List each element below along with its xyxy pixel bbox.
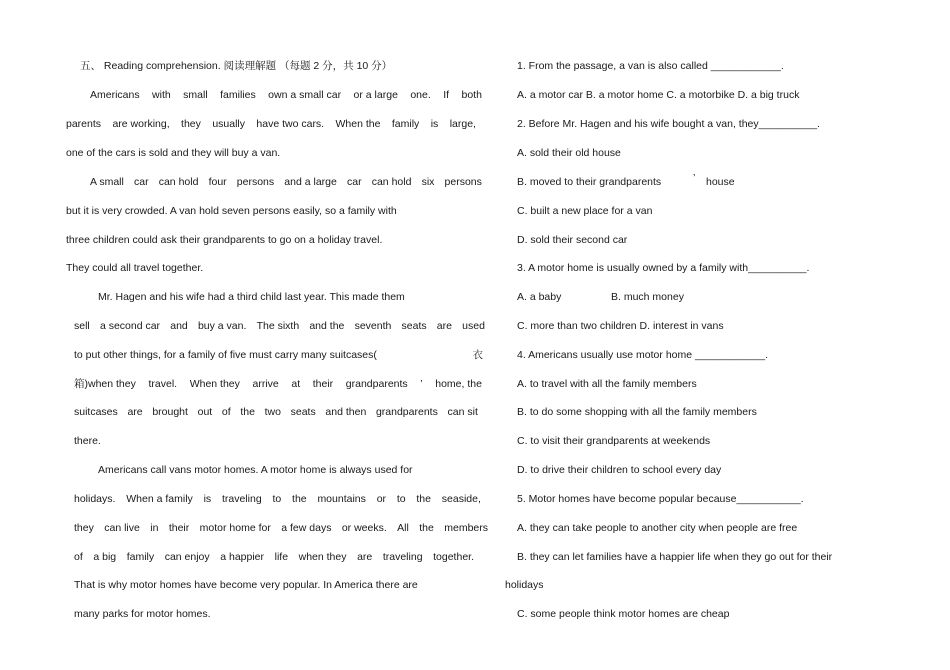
question-3-option-b: B. much money [611,291,684,303]
p3-line5 [74,405,478,419]
text-segment: brought [152,406,188,418]
text-segment: one. [410,89,431,101]
p1-line3: one of the cars is sold and they will buy a van. [66,147,281,159]
text-segment: seaside, [441,493,481,505]
text-segment: and then [325,406,367,418]
text-segment: four [208,176,227,188]
text-segment: ’ [420,378,423,390]
p4-line1: Americans call vans motor homes. A motor home is always used for [98,464,413,476]
p3-line1: Mr. Hagen and his wife had a third child last year. This made them [98,291,405,303]
text-segment: are [357,551,373,563]
text-segment: out [197,406,213,418]
text-segment: a happier [220,551,265,563]
text-segment: in [150,522,159,534]
question-4-option-a: A. to travel with all the family members [517,378,697,390]
text-segment: when they [298,551,347,563]
question-5-option-b-cont: holidays [505,579,544,591]
text-segment: persons [236,176,275,188]
question-1-options: A. a motor car B. a motor home C. a motorbike D. a big truck [517,89,800,101]
section-heading: 五、 Reading comprehension. 阅读理解题 （每题 2 分，共 10 分） [80,60,393,72]
text-segment: at [291,378,301,390]
text-segment: When the [335,118,381,130]
text-segment: When they [189,378,240,390]
text-segment: have two cars. [256,118,325,130]
p1-line1 [90,88,482,102]
text-segment: 箱)when they [74,378,136,390]
text-segment: If [443,89,450,101]
text-segment: are [127,406,143,418]
text-segment: 衣 [472,349,483,361]
question-2: 2. Before Mr. Hagen and his wife bought a van, they__________. [517,118,820,130]
p2-line4: They could all travel together. [66,262,204,274]
text-segment: or a large [353,89,398,101]
text-segment: the [292,493,307,505]
text-segment: to [272,493,282,505]
text-segment: arrive [252,378,279,390]
text-segment: can sit [447,406,478,418]
p3-line3 [74,348,483,362]
text-segment: a few days [281,522,332,534]
text-segment: are [436,320,452,332]
question-2-option-a: A. sold their old house [517,147,621,159]
text-segment: a second car [99,320,161,332]
question-4: 4. Americans usually use motor home ____________. [517,349,768,361]
text-segment: together. [433,551,474,563]
question-2-option-d: D. sold their second car [517,234,628,246]
text-segment: holidays. [74,493,116,505]
text-segment: traveling [221,493,262,505]
p4-line2 [74,492,481,506]
question-4-option-c: C. to visit their grandparents at weekends [517,435,711,447]
text-segment: a big [93,551,117,563]
question-5-option-c: C. some people think motor homes are cheap [517,608,730,620]
question-5: 5. Motor homes have become popular because___________. [517,493,804,505]
text-segment: motor home for [199,522,271,534]
text-segment: they [74,522,94,534]
text-segment: is [203,493,212,505]
text-segment: used [462,320,485,332]
p3-line6: there. [74,435,101,447]
text-segment: sell [74,320,90,332]
text-segment: traveling [382,551,423,563]
text-segment: can live [104,522,140,534]
p4-line3 [74,521,488,535]
question-2-option-b [517,172,735,189]
text-segment: Americans [90,89,140,101]
text-segment: family [391,118,420,130]
text-segment: mountains [317,493,366,505]
text-segment: large, [449,118,476,130]
option-b-apostrophe: ’ [693,172,696,184]
text-segment: home, the [435,378,482,390]
question-5-option-b: B. they can let families have a happier life when they go out for their [517,551,833,563]
text-segment: both [461,89,482,101]
text-segment: The sixth [256,320,300,332]
text-segment: seats [401,320,427,332]
question-4-option-b: B. to do some shopping with all the family members [517,406,757,418]
text-segment: can hold [158,176,199,188]
text-segment: and [170,320,188,332]
text-segment: their [168,522,190,534]
text-segment: to put other things, for a family of five must carry many suitcases( [74,349,377,361]
text-segment: six [421,176,435,188]
text-segment: members [444,522,488,534]
text-segment: A small [90,176,124,188]
text-segment: persons [444,176,482,188]
p1-line2 [66,117,476,131]
text-segment: travel. [148,378,178,390]
question-3-option-a: A. a baby [517,291,562,303]
text-segment: car [133,176,149,188]
text-segment: families [220,89,256,101]
text-segment: car [346,176,362,188]
text-segment: they [181,118,201,130]
text-segment: of [74,551,83,563]
text-segment: When a family [126,493,193,505]
text-segment: own a small car [268,89,342,101]
question-5-option-a: A. they can take people to another city when people are free [517,522,798,534]
text-segment: two [264,406,281,418]
p2-line3: three children could ask their grandparents to go on a holiday travel. [66,234,383,246]
text-segment: the [240,406,255,418]
text-segment: usually [212,118,245,130]
text-segment: small [183,89,208,101]
text-segment: the [416,493,431,505]
text-segment: with [152,89,171,101]
text-segment: buy a van. [197,320,247,332]
text-segment: life [274,551,289,563]
p2-line1 [90,175,482,189]
question-1: 1. From the passage, a van is also called ____________. [517,60,784,72]
text-segment: or [376,493,387,505]
option-b-house: house [706,176,735,188]
text-segment: the [419,522,434,534]
text-segment: suitcases [74,406,118,418]
text-segment: family [126,551,155,563]
text-segment: All [397,522,409,534]
text-segment: grandparents [375,406,438,418]
text-segment: grandparents [345,378,408,390]
question-4-option-d: D. to drive their children to school every day [517,464,722,476]
text-segment: parents [66,118,102,130]
option-b-text: B. moved to their grandparents [517,176,662,188]
question-3: 3. A motor home is usually owned by a family with__________. [517,262,810,274]
text-segment: can enjoy [164,551,210,563]
text-segment: or weeks. [341,522,387,534]
text-segment: seventh [354,320,392,332]
text-segment: of [221,406,231,418]
text-segment: can hold [371,176,412,188]
question-3-options-cd: C. more than two children D. interest in vans [517,320,724,332]
question-2-option-c: C. built a new place for a van [517,205,653,217]
text-segment: and a large [284,176,337,188]
p3-line2 [74,319,485,333]
text-segment: their [312,378,334,390]
p4-line4 [74,550,474,564]
text-segment: to [396,493,406,505]
p2-line2: but it is very crowded. A van hold seven persons easily, so a family with [66,205,397,217]
text-segment: are working, [112,118,170,130]
text-segment: is [430,118,439,130]
p4-line5: That is why motor homes have become very popular. In America there are [74,579,418,591]
p3-line4 [74,377,482,391]
text-segment: and the [309,320,345,332]
text-segment: seats [290,406,316,418]
p4-line6: many parks for motor homes. [74,608,211,620]
